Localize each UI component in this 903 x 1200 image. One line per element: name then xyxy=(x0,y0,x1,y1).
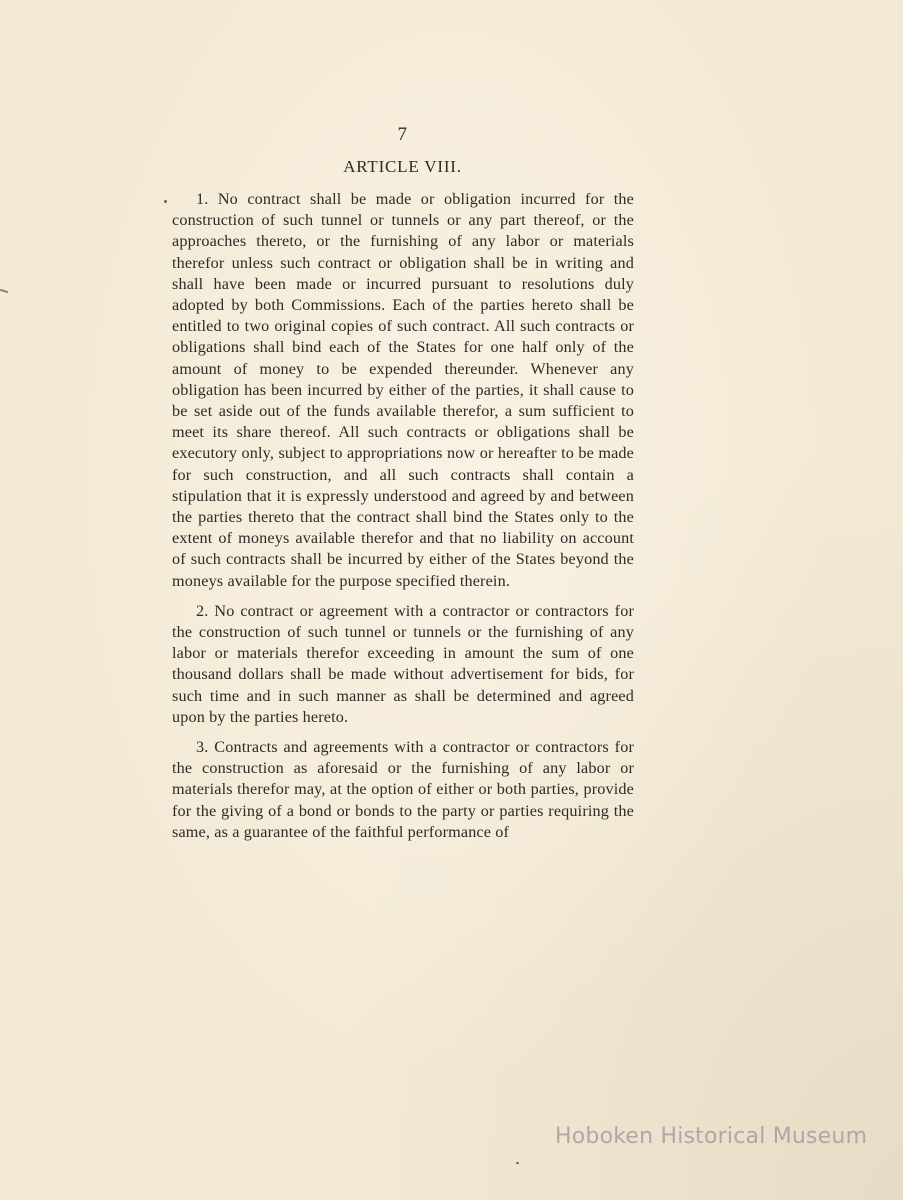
article-heading: ARTICLE VIII. xyxy=(343,157,462,176)
page-number: 7 xyxy=(397,124,408,145)
paper-edge-mark xyxy=(0,289,8,293)
paragraph-2: 2. No contract or agreement with a contractor or contractors for the construction of such tunnel or tunnels or the furnishing of any labor or materials therefor exceeding in amount the sum of one thousand dollars shall be made without advertisement for bids, for such time and in such manner as shall be determined and agreed upon by the parties hereto. xyxy=(172,601,634,726)
paper-speck xyxy=(164,200,167,203)
paragraph-3: 3. Contracts and agreements with a contractor or contractors for the construction as aforesaid or the furnishing of any labor or materials therefor may, at the option of either or both parties, provide for the giving of a bond or bonds to the party or parties requiring the same, as a guarantee of the faithful performance of xyxy=(172,738,634,841)
paper-speck xyxy=(516,1162,519,1164)
museum-watermark: Hoboken Historical Museum xyxy=(555,1124,868,1149)
paragraph-1: 1. No contract shall be made or obligation incurred for the construction of such tunnel or tunnels or any part thereof, or the approaches thereto, or the furnishing of any labor or materials therefor unless such contract or obligation shall be in writing and shall have been made or incurred pursuant to resolutions duly adopted by both Commissions. Each of the parties hereto shall be entitled to two original copies of such contract. All such contracts or obligations shall bind each of the States for one half only of the amount of money to be expended thereunder. Whenever any obligation has been incurred by either of the parties, it shall cause to be set aside out of the funds available therefor, a sum sufficient to meet its share thereof. All such contracts or obligations shall be executory only, subject to appropriations now or hereafter to be made for such construction, and all such contracts shall contain a stipulation that it is expressly understood and agreed by and between the parties thereto that the contract shall bind the States only to the extent of moneys available therefor and that no liability on account of such contracts shall be incurred by either of the States beyond the moneys available for the purpose specified therein. xyxy=(172,190,634,590)
article-body xyxy=(172,189,634,843)
